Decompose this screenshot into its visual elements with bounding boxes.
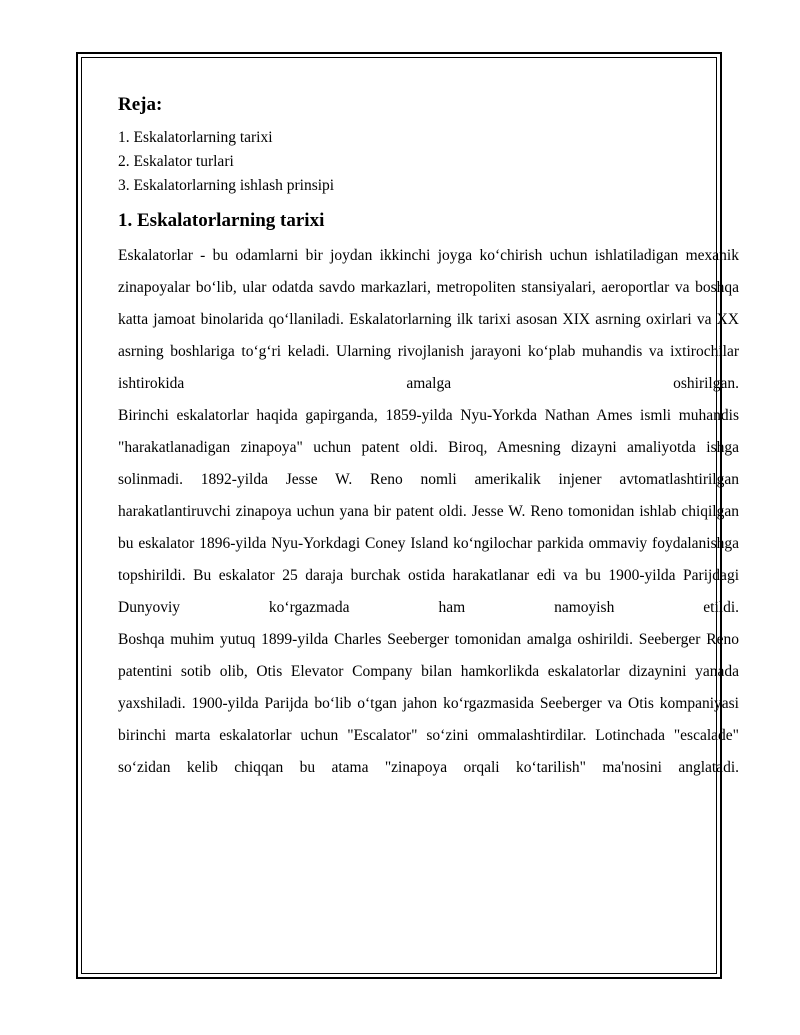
plan-heading: Reja: bbox=[118, 94, 163, 115]
plan-list bbox=[118, 126, 739, 198]
document-content bbox=[118, 92, 739, 784]
plan-item: 3. Eskalatorlarning ishlash prinsipi bbox=[118, 177, 335, 194]
body-paragraph: Eskalatorlar - bu odamlarni bir joydan ikkinchi joyga ko‘chirish uchun ishlatiladigan mexanik zinapoyalar bo‘lib, ular odatda savdo markazlari, metropoliten stansiyalari, aeroportlar va boshqa katta jamoat binolarida qo‘llaniladi. Eskalatorlarning ilk tarixi asosan XIX asrning oxirlari va XX asrning boshlariga to‘g‘ri keladi. Ularning rivojlanish jarayoni ko‘plab muhandis va ixtirochilar ishtirokida amalga oshirilgan. bbox=[118, 247, 739, 392]
section-title: 1. Eskalatorlarning tarixi bbox=[118, 210, 325, 231]
body-paragraph: Boshqa muhim yutuq 1899-yilda Charles Seeberger tomonidan amalga oshirildi. Seeberger Reno patentini sotib olib, Otis Elevator Company bilan hamkorlikda eskalatorlar dizaynini yanada yaxshiladi. 1900-yilda Parijda bo‘lib o‘tgan jahon ko‘rgazmasida Seeberger va Otis kompaniyasi birinchi marta eskalatorlar uchun "Escalator" so‘zini ommalashtirdilar. Lotinchada "escalade" so‘zidan kelib chiqqan bu atama "zinapoya orqali ko‘tarilish" ma'nosini anglatadi. bbox=[118, 631, 739, 776]
plan-item: 2. Eskalator turlari bbox=[118, 153, 234, 170]
plan-item: 1. Eskalatorlarning tarixi bbox=[118, 129, 273, 146]
body-paragraph: Birinchi eskalatorlar haqida gapirganda, 1859-yilda Nyu-Yorkda Nathan Ames ismli muhandis "harakatlanadigan zinapoya" uchun patent oldi. Biroq, Amesning dizayni amaliyotda ishga solinmadi. 1892-yilda Jesse W. Reno nomli amerikalik injener avtomatlashtirilgan harakatlantiruvchi zinapoya uchun yana bir patent oldi. Jesse W. Reno tomonidan ishlab chiqilgan bu eskalator 1896-yilda Nyu-Yorkdagi Coney Island ko‘ngilochar parkida ommaviy foydalanishga topshirildi. Bu eskalator 25 daraja burchak ostida harakatlanar edi va bu 1900-yilda Parijdagi Dunyoviy ko‘rgazmada ham namoyish etildi. bbox=[118, 407, 739, 616]
